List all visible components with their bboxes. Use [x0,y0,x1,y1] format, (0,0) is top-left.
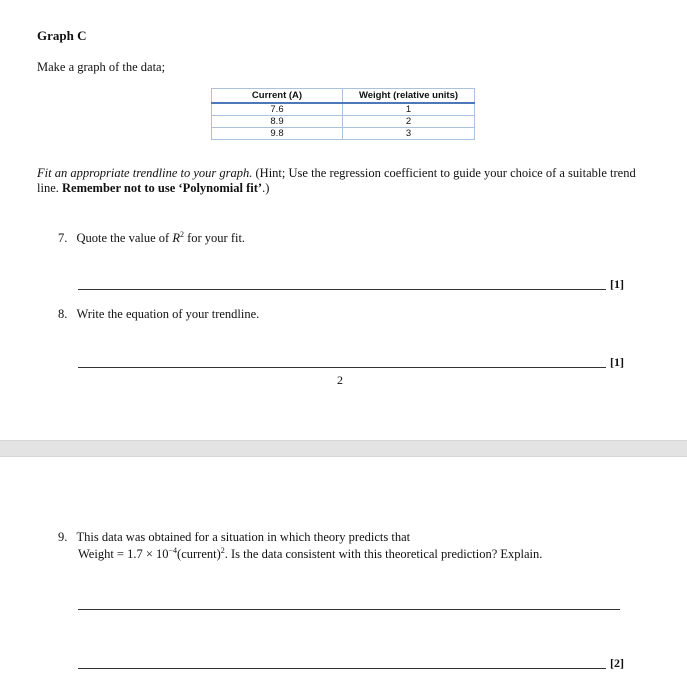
mark-q9: [2] [610,656,624,670]
header-current: Current (A) [212,89,343,104]
question-text: Write the equation of your trendline. [76,307,260,321]
question-9 [58,530,410,545]
mark-q7: [1] [610,277,624,291]
question-number: 9. [58,530,68,544]
question-number: 8. [58,307,68,321]
table-row [212,128,475,140]
hint-normal: (Hint; Use the regression coefficient to guide your choice of a suitable trend line. [37,166,636,195]
section-title: Graph C [37,28,87,43]
question-number: 7. [58,231,68,246]
header-weight: Weight (relative units) [343,89,475,104]
mark-q8: [1] [610,355,624,369]
table-row [212,116,475,128]
r-symbol: R [172,231,180,246]
answer-line-q7[interactable] [78,289,606,290]
table-cell: 9.8 [212,128,343,140]
question-9-line-2 [78,546,542,562]
question-line-1: This data was obtained for a situation in which theory predicts that [76,530,411,544]
formula-current: (current) [177,547,221,562]
table-cell: 3 [343,128,475,140]
formula-base: Weight = 1.7 × 10 [78,547,169,562]
r-superscript: 2 [179,230,184,239]
table-header-row [212,89,475,104]
table-cell: 8.9 [212,116,343,128]
data-table [211,88,475,140]
question-8 [58,307,259,322]
table-cell: 2 [343,116,475,128]
page-number: 2 [337,373,343,387]
table-cell: 7.6 [212,103,343,116]
intro-text: Make a graph of the data; [37,60,166,74]
answer-line-q9-1[interactable] [78,609,620,610]
question-text-after: . Is the data consistent with this theoretical prediction? Explain. [224,547,543,562]
question-7 [58,230,245,246]
question-text-after: for your fit. [183,231,246,246]
hint-text [37,166,657,196]
page-gap [0,440,687,457]
page-2 [0,457,687,700]
hint-italic: Fit an appropriate trendline to your graph. [37,166,253,180]
table-row [212,103,475,116]
table-cell: 1 [343,103,475,116]
answer-line-q9-2[interactable] [78,668,606,669]
hint-bold: Remember not to use ‘Polynomial fit’ [62,181,263,195]
formula-exponent-2: 2 [220,546,225,555]
answer-line-q8[interactable] [78,367,606,368]
question-text-before: Quote the value of [76,231,173,246]
formula-exponent: −4 [168,546,178,555]
hint-end: .) [262,181,270,195]
